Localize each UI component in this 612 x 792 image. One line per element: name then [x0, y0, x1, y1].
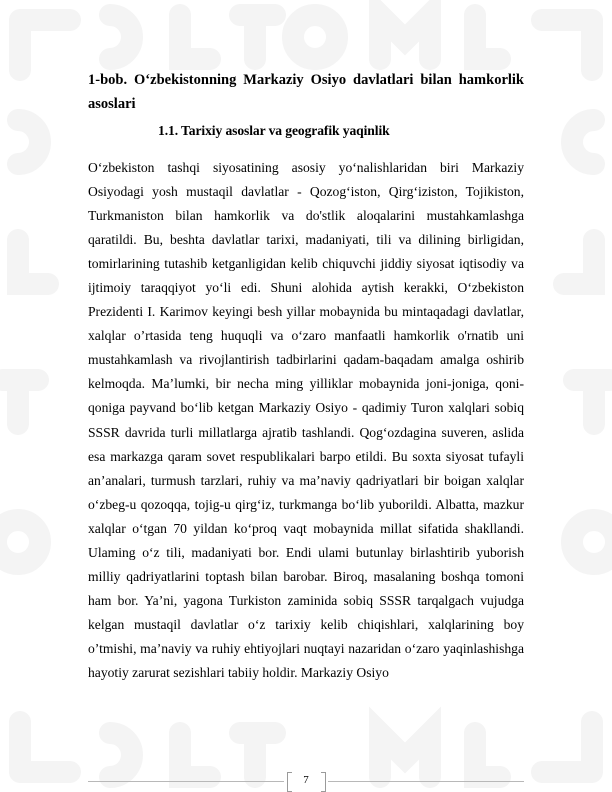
footer-rule-left	[88, 781, 284, 782]
page-footer	[88, 772, 524, 792]
page-number-bracket-left	[287, 772, 292, 792]
page-number: 7	[303, 774, 309, 786]
footer-rule-right	[328, 781, 524, 782]
chapter-title: 1-bob. O‘zbekistonning Markaziy Osiyo davlatlari bilan hamkorlik asoslari	[88, 72, 524, 112]
section-title: 1.1. Tarixiy asoslar va geografik yaqinlik	[158, 123, 390, 138]
page-number-bracket-right	[321, 772, 326, 792]
body-paragraph: O‘zbekiston tashqi siyosatining asosiy yo‘nalishlaridan biri Markaziy Osiyodagi yosh mustaqil davlatlar - Qozog‘iston, Qirg‘iziston, Tojikiston, Turkmaniston bilan hamkorlik va do'stlik aloqalarini mustahkamlashga qaratildi. Bu, beshta davlatlar tarixi, madaniyati, tili va dilining birligidan, tomirlarining tutashib ketganligidan kelib chiquvchi jiddiy siyosat iqtisodiy va ijtimoiy taraqqiyot yo‘li edi. Shuni alohida aytish kerakki, O‘zbekiston Prezidenti I. Karimov keyingi besh yillar mobaynida bu mintaqadagi davlatlar, xalqlar o’rtasida teng huquqli va o‘zaro manfaatli hamkorlik o'rnatib uni mustahkamlash va rivojlantirish tadbirlarini qadam-baqadam amalga oshirib kelmoqda. Ma’lumki, bir necha ming yilliklar mobaynida joni-joniga, qoni-qoniga payvand bo‘lib ketgan Markaziy Osiyo - qadimiy Turon xalqlari sobiq SSSR davrida turli millatlarga ajratib tashlandi. Qog‘ozdagina suveren, aslida esa markazga qaram sovet respublikalari barpo etildi. Bu soxta siyosat tufayli an’analari, turmush tarzlari, ruhiy va ma’naviy qadriyatlari bir boigan xalqlar o‘zbeg-u qozoqqa, tojig-u qirg‘iz, turkmanga bo‘lib yuborildi. Albatta, mazkur xalqlar o‘tgan 70 yildan ko‘proq vaqt mobaynida millat sifatida shakllandi. Ulaming o‘z tili, madaniyati bor. Endi ulami butunlay birlashtirib yuborish milliy qadriyatlarini toptash bilan barobar. Biroq, masalaning boshqa tomoni ham bor. Ya’ni, yagona Turkiston zaminida sobiq SSSR tarqalgach vujudga kelgan mustaqil davlatlar o‘z tarixiy kelib chiqishlari, xalqlarining boy o’tmishi, ma’naviy va ruhiy ehtiyojlari nuqtayi nazaridan o‘zaro yaqinlashishga hayotiy zarurat sezishlari tabiiy holdir. Markaziy Osiyo	[88, 160, 524, 680]
